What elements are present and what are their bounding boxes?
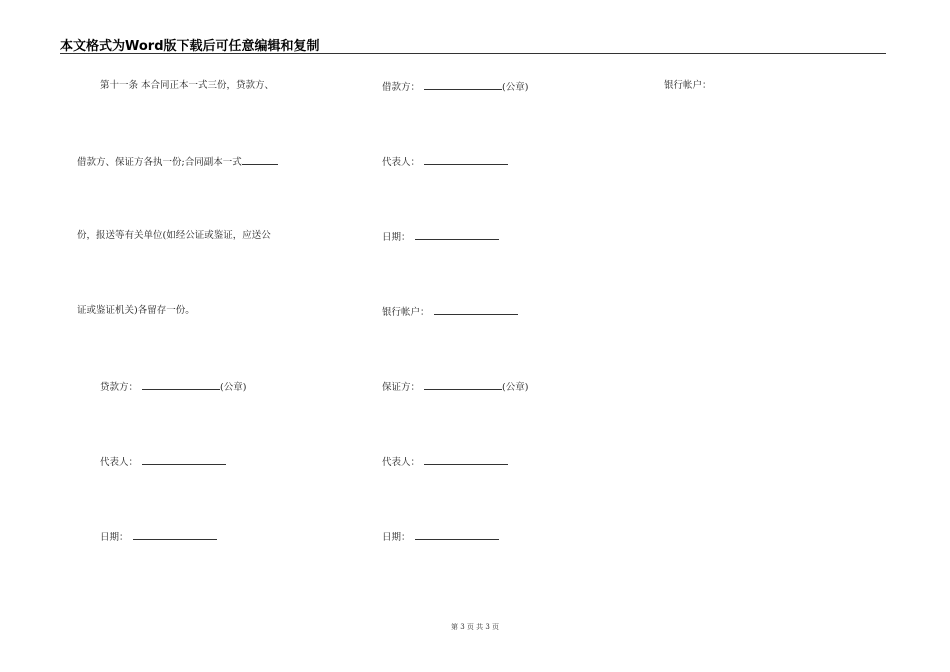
borrower-signature: 借款方： (公章) <box>382 82 529 93</box>
borrower-date: 日期： <box>382 230 499 244</box>
clause-eleven-line-3: 份，报送等有关单位(如经公证或鉴证，应送公 <box>77 230 271 241</box>
lender-date-blank <box>133 530 217 540</box>
guarantor-date-blank <box>415 530 499 540</box>
borrower-blank <box>424 80 502 90</box>
borrower-representative: 代表人： <box>382 155 508 169</box>
borrower-bank-blank <box>434 305 518 315</box>
lender-blank <box>142 380 220 390</box>
guarantor-blank <box>424 380 502 390</box>
clause-eleven-line-1: 第十一条 本合同正本一式三份，贷款方、 <box>100 80 275 91</box>
blank-line <box>242 155 278 165</box>
clause-eleven-line-4: 证或鉴证机关)各留存一份。 <box>77 305 195 316</box>
lender-date: 日期： <box>100 530 217 544</box>
page-number: 第 3 页 共 3 页 <box>450 623 500 631</box>
header-title: 本文格式为Word版下载后可任意编辑和复制 <box>60 39 320 54</box>
guarantor-signature: 保证方： (公章) <box>382 382 529 393</box>
borrower-rep-blank <box>424 155 508 165</box>
lender-rep-blank <box>142 455 226 465</box>
lender-bank-account: 银行帐户： <box>664 80 712 91</box>
lender-representative: 代表人： <box>100 455 226 469</box>
clause-eleven-line-2: 借款方、保证方各执一份;合同副本一式 <box>77 155 278 169</box>
guarantor-rep-blank <box>424 455 508 465</box>
borrower-bank-account: 银行帐户： <box>382 305 518 319</box>
lender-signature: 贷款方： (公章) <box>100 382 247 393</box>
guarantor-representative: 代表人： <box>382 455 508 469</box>
page-header <box>60 35 886 54</box>
borrower-date-blank <box>415 230 499 240</box>
guarantor-date: 日期： <box>382 530 499 544</box>
